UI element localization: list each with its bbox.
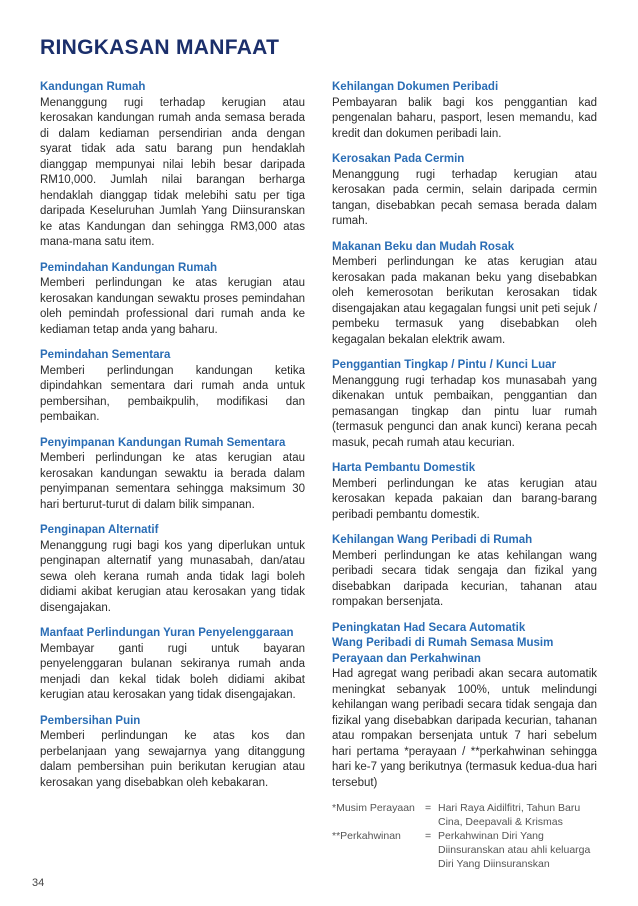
section-heading: Kerosakan Pada Cermin bbox=[332, 153, 465, 165]
section-heading: Kandungan Rumah bbox=[40, 81, 146, 93]
right-column bbox=[332, 80, 597, 871]
footnote-term: *Musim Perayaan bbox=[332, 802, 415, 814]
right-sections bbox=[332, 80, 597, 791]
benefit-section bbox=[332, 461, 597, 523]
benefit-section bbox=[40, 523, 305, 616]
section-body: Memberi perlindungan ke atas kerugian atau kerosakan pada makanan beku yang disebabkan oleh kemerosotan berikutan kerosakan tidak disengajakan atau kegagalan fungsi unit peti sejuk / pembeku termasuk yang disebabkan oleh kegagalan bekalan elektrik awam. bbox=[332, 256, 597, 346]
section-heading: Kehilangan Dokumen Peribadi bbox=[332, 81, 499, 93]
section-body: Menanggung rugi bagi kos yang diperlukan untuk penginapan alternatif yang munasabah, dan/atau sewa oleh kerana rumah anda tidak lagi boleh didiami akibat kerugian atau kerosakan yang tidak disengajakan. bbox=[40, 539, 305, 614]
section-heading: Pemindahan Sementara bbox=[40, 349, 171, 361]
footnote-equals: = bbox=[425, 802, 432, 814]
section-body: Memberi perlindungan kandungan ketika dipindahkan sementara dari rumah anda untuk pembersihan, pembaikpulih, modifikasi dan pembaikan. bbox=[40, 364, 305, 423]
section-heading: Manfaat Perlindungan Yuran Penyelenggaraan bbox=[40, 627, 294, 639]
page-number: 34 bbox=[32, 877, 45, 889]
page-title: RINGKASAN MANFAAT bbox=[40, 36, 280, 59]
benefit-section bbox=[332, 240, 597, 349]
footnote-row bbox=[332, 829, 597, 871]
footnote-definition: Hari Raya Aidilfitri, Tahun Baru Cina, Deepavali & Krismas bbox=[438, 802, 581, 828]
footnote-equals: = bbox=[425, 830, 432, 842]
section-body: Had agregat wang peribadi akan secara automatik meningkat sebanyak 100%, untuk melindungi kehilangan wang peribadi secara tidak sengaja dan fizikal yang disebabkan daripada kecurian, tahanan atau rompakan bersenjata untuk 7 hari sebelum hari pertama *perayaan / **perkahwinan sehingga hari ke-7 yang berikutnya (termasuk kedua-dua hari tersebut) bbox=[332, 668, 597, 789]
section-heading-line: Peningkatan Had Secara Automatik bbox=[332, 621, 526, 634]
section-heading: Penginapan Alternatif bbox=[40, 524, 159, 536]
section-heading-line: Perayaan dan Perkahwinan bbox=[332, 652, 481, 665]
section-body: Membayar ganti rugi untuk bayaran penyelenggaran bulanan sekiranya rumah anda menjadi dan kekal tidak boleh didiami akibat kerugian atau kerosakan yang tidak disengajakan. bbox=[40, 642, 305, 701]
section-body: Menanggung rugi terhadap kerugian atau kerosakan kandungan rumah anda semasa berada di dalam kediaman persendirian anda dengan syarat tidak ada satu barang pun hendaklah dianggap mempunyai nilai lebih besar daripada RM10,000. Jumlah nilai barangan berharga hendaklah dianggap tidak melebihi satu per tiga daripada Keseluruhan Jumlah Yang Diinsuranskan ke atas Kandungan dan sehingga RM3,000 atas mana-mana satu item. bbox=[40, 96, 305, 248]
section-body: Memberi perlindungan ke atas kos dan perbelanjaan yang sewajarnya yang ditanggung dalam pembersihan puin berikutan kerugian atau kerosakan yang disebabkan oleh kebakaran. bbox=[40, 730, 305, 789]
section-body: Menanggung rugi terhadap kerugian atau kerosakan pada cermin, selain daripada cermin tangan, disebabkan pecah semasa berada dalam rumah. bbox=[332, 168, 597, 227]
benefit-section bbox=[332, 533, 597, 611]
benefit-section bbox=[332, 152, 597, 230]
section-heading: Makanan Beku dan Mudah Rosak bbox=[332, 240, 515, 253]
benefit-section bbox=[332, 621, 597, 792]
section-heading: Penggantian Tingkap / Pintu / Kunci Luar bbox=[332, 359, 557, 371]
footnotes bbox=[332, 801, 597, 871]
section-heading: Penyimpanan Kandungan Rumah Sementara bbox=[40, 436, 286, 449]
section-body: Menanggung rugi terhadap kos munasabah yang dikenakan untuk pembaikan, penggantian dan pemasangan tingkap dan pintu luar rumah (termasuk pengunci dan anak kunci) kerana pecah masuk, pecah rumah atau kecurian. bbox=[332, 374, 597, 449]
benefit-section bbox=[332, 80, 597, 142]
benefit-section bbox=[332, 358, 597, 451]
benefit-section bbox=[40, 436, 305, 514]
left-column bbox=[40, 80, 305, 801]
section-heading: Harta Pembantu Domestik bbox=[332, 462, 476, 474]
benefit-section bbox=[40, 714, 305, 792]
section-body: Memberi perlindungan ke atas kehilangan wang peribadi secara tidak sengaja dan fizikal yang disebabkan daripada kecurian, tahanan atau rompakan bersenjata. bbox=[332, 549, 597, 608]
section-heading-line: Wang Peribadi di Rumah Semasa Musim bbox=[332, 637, 554, 649]
section-heading bbox=[332, 621, 597, 668]
footnote-term: **Perkahwinan bbox=[332, 830, 401, 842]
benefit-section bbox=[40, 261, 305, 339]
section-body: Memberi perlindungan ke atas kerugian atau kerosakan kepada pakaian dan barang-barang peribadi pembantu domestik. bbox=[332, 477, 597, 521]
section-heading: Pemindahan Kandungan Rumah bbox=[40, 261, 217, 274]
footnote-row bbox=[332, 801, 597, 829]
benefit-section bbox=[40, 80, 305, 251]
section-body: Memberi perlindungan ke atas kerugian atau kerosakan kandungan sewaktu proses pemindahan oleh pemindah professional dari rumah anda ke kediaman tetap anda yang baharu. bbox=[40, 277, 305, 336]
benefit-section bbox=[40, 626, 305, 704]
section-body: Pembayaran balik bagi kos penggantian kad pengenalan baharu, pasport, lesen memandu, kad kredit dan dokumen peribadi lain. bbox=[332, 96, 597, 140]
section-heading: Kehilangan Wang Peribadi di Rumah bbox=[332, 534, 533, 546]
section-body: Memberi perlindungan ke atas kerugian atau kerosakan kandungan sewaktu ia berada dalam penyimpanan sementara sehingga maksimum 30 hari berturut-turut di dalam bilik simpanan. bbox=[40, 452, 305, 511]
section-heading: Pembersihan Puin bbox=[40, 714, 141, 727]
benefit-section bbox=[40, 348, 305, 426]
footnote-definition: Perkahwinan Diri Yang Diinsuranskan atau ahli keluarga Diri Yang Diinsuranskan bbox=[438, 830, 591, 870]
